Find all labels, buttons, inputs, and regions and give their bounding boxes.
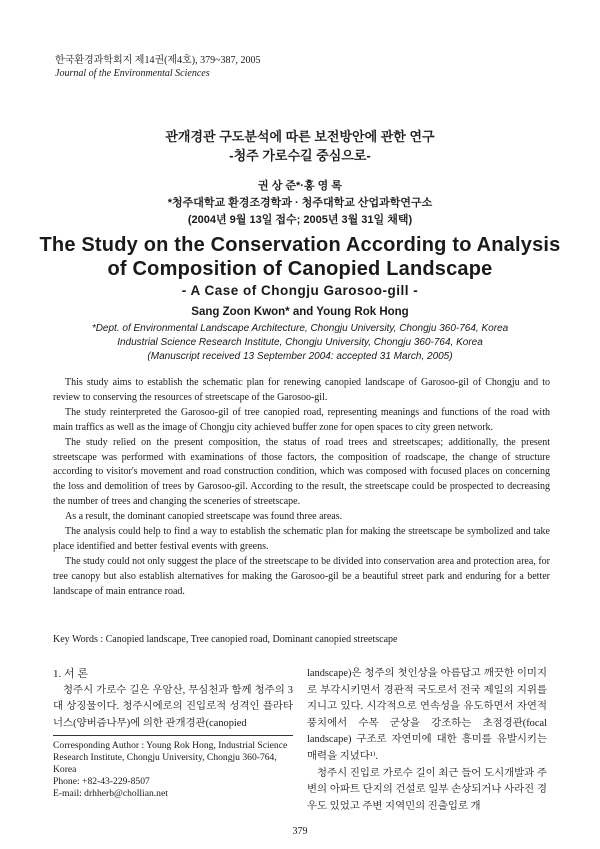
affiliation-line2: Industrial Science Research Institute, Chongju University, Chongju 360-764, Korea [117, 337, 483, 348]
abstract-paragraph: This study aims to establish the schematic plan for renewing canopied landscape of Garosoo-gil of Chongju and to review to conserving the resources of streetscape of the Garosoo-gil. [53, 377, 550, 403]
abstract [53, 376, 550, 600]
english-subtitle: - A Case of Chongju Garosoo-gill - [181, 283, 419, 298]
english-title [0, 233, 600, 281]
section-heading: 1. 서 론 [53, 668, 89, 680]
body-paragraph: 청주시 가로수 길은 우암산, 무심천과 함께 청주의 3대 상징물이다. 청주시에로의 진입로적 성격인 플라타너스(양버즘나무)에 의한 관개경관(canopied [53, 684, 293, 729]
korean-authors-block [0, 178, 600, 229]
korean-subtitle: -청주 가로수길 중심으로- [229, 148, 371, 163]
abstract-paragraph: As a result, the dominant canopied streetscape was found three areas. [65, 511, 343, 523]
correspondence-footnote [53, 740, 293, 800]
correspondence-line: Research Institute, Chongju University, Chongju 360-764, [53, 752, 277, 763]
correspondence-line: Korea [53, 764, 77, 775]
journal-citation: 한국환경과학회지 제14권(제4호), 379~387, 2005 [55, 55, 261, 66]
left-column [53, 666, 293, 732]
english-affiliation [0, 322, 600, 364]
journal-name: Journal of the Environmental Sciences [55, 68, 210, 79]
body-paragraph: landscape)은 청주의 첫인상을 아름답고 깨끗한 이미지로 부각시키면서 경관적 국도로서 전국 제일의 지위를 지니고 있다. 시각적으로 연속성을 유도하면서 자연적 풍치에서 수목 군상을 강조하는 초점경관(focal landscape) 구조로 자연미에 대한 흥미를 유발시키는 매력을 지녔다¹⁾. [307, 668, 547, 762]
correspondence-email: E-mail: drhherb@chollian.net [53, 788, 168, 799]
english-title-line1: The Study on the Conservation According to Analysis [39, 234, 561, 256]
keywords: Key Words : Canopied landscape, Tree canopied road, Dominant canopied streetscape [53, 634, 398, 645]
correspondence-phone: Phone: +82-43-229-8507 [53, 776, 150, 787]
abstract-paragraph: The study could not only suggest the place of the streetscape to be divided into conservation area and protection area, for tree canopy but also establish alternatives for making the Garosoo-gil be a beautiful street park and enduring for a better landscape of main entrance road. [53, 555, 550, 597]
korean-authors: 권 상 준*·홍 영 록 [258, 180, 342, 192]
journal-header [55, 54, 261, 80]
footnote-divider [53, 735, 293, 736]
page-number: 379 [292, 826, 308, 837]
english-title-line2: of Composition of Canopied Landscape [107, 258, 493, 280]
manuscript-dates: (Manuscript received 13 September 2004: accepted 31 March, 2005) [147, 351, 453, 362]
abstract-paragraph: The study relied on the present composition, the status of road trees and streetscapes; additionally, the present streetscape was performed with examinations of those factors, the composition of roadscape, the change of structure according to visitor's movement and road construction condition, which was composed with focused places on concerning the loss and demolition of trees by Garosoo-gil. According to the result, the streetscape could be prospected to decreasing the number of trees and changing the sceneries of streetscape. [53, 436, 550, 508]
abstract-paragraph: The analysis could help to find a way to establish the schematic plan for making the streetscape be symbolized and take place identified and better festival events with greens. [53, 526, 550, 552]
body-paragraph: 청주시 진입로 가로수 길이 최근 들어 도시개발과 주변의 아파트 단지의 건설로 일부 손상되거나 사라진 경우도 있었고 주변 지역민의 진출입로 개 [307, 767, 547, 812]
correspondence-line: Corresponding Author : Young Rok Hong, Industrial Science [53, 740, 288, 751]
abstract-paragraph: The study reinterpreted the Garosoo-gil of tree canopied road, representing meanings and functions of the road with main traffics as well as the image of Chongju city achieved buffer zone for open spaces to city green network. [53, 406, 550, 433]
english-authors: Sang Zoon Kwon* and Young Rok Hong [191, 306, 409, 318]
korean-title: 관개경관 구도분석에 따른 보전방안에 관한 연구 [165, 129, 435, 144]
right-column [307, 666, 547, 815]
affiliation-line1: *Dept. of Environmental Landscape Architecture, Chongju University, Chongju 360-764, Korea [91, 323, 509, 334]
korean-title-block [0, 127, 600, 165]
korean-affiliation: *청주대학교 환경조경학과 · 청주대학교 산업과학연구소 [167, 197, 433, 209]
korean-dates: (2004년 9월 13일 접수; 2005년 3월 31일 채택) [187, 214, 413, 226]
